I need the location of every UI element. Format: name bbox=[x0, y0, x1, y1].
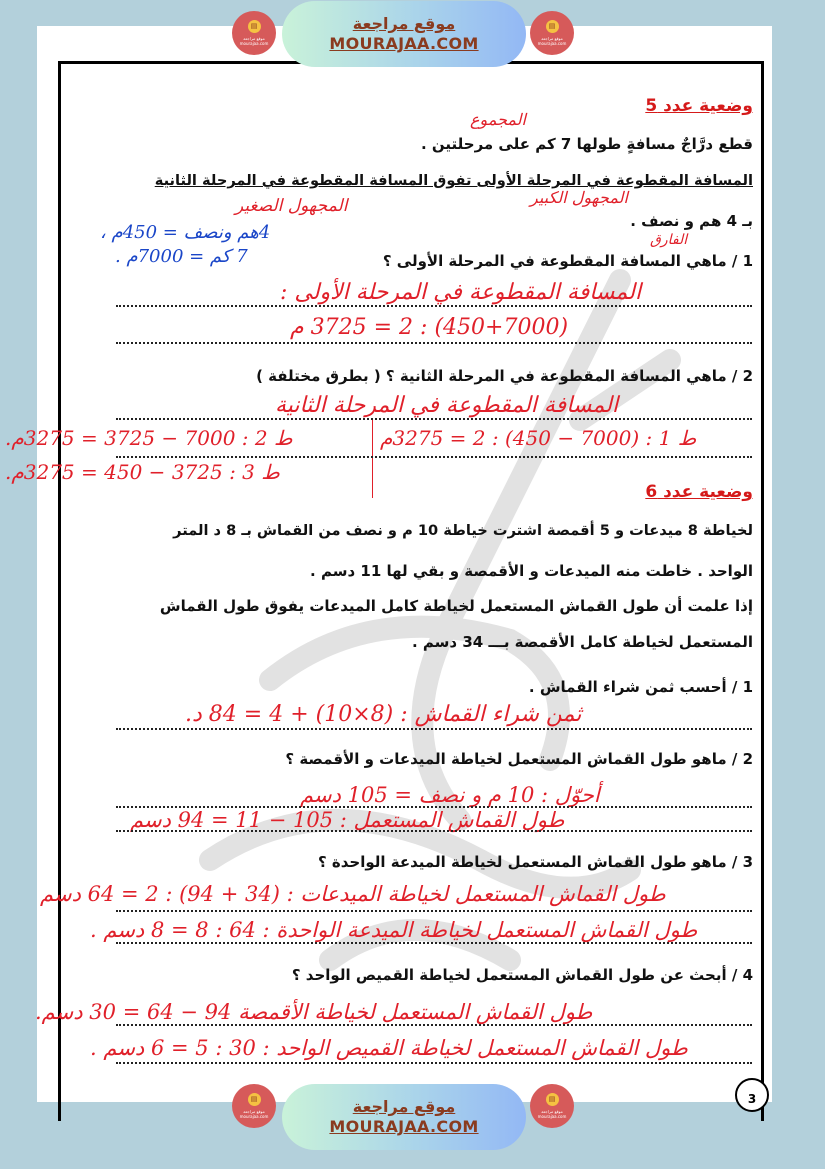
logo-right-bottom[interactable]: ▤ موقع مراجعة mourajaa.com bbox=[530, 1084, 574, 1128]
banner-arabic: موقع مراجعة bbox=[352, 1097, 456, 1116]
s6-q2-answer-2[interactable]: طول القماش المستعمل : 105 − 11 = 94 دسم bbox=[130, 808, 565, 832]
banner-latin: MOURAJAA.COM bbox=[329, 1117, 479, 1136]
situation6-statement-3: إذا علمت أن طول القماش المستعمل لخياطة كامل الميدعات يفوق طول القماش bbox=[159, 597, 753, 615]
answer-line[interactable] bbox=[116, 305, 752, 307]
book-icon: ▤ bbox=[248, 1093, 261, 1106]
s5-q2-answer-title[interactable]: المسافة المقطوعة في المرحلة الثانية bbox=[275, 393, 619, 418]
annotation-difference: الفارق bbox=[650, 232, 688, 248]
s5-q2-method-3[interactable]: ط 3 : 3725 − 450 = 3275م. bbox=[5, 460, 280, 484]
s6-q4-answer-1[interactable]: طول القماش المستعمل لخياطة الأقمصة 94 − 64 = 30 دسم. bbox=[35, 1000, 593, 1024]
book-icon: ▤ bbox=[546, 1093, 559, 1106]
annotation-sum: المجموع bbox=[470, 110, 526, 129]
s5-q2-question: 2 / ماهي المسافة المقطوعة في المرحلة الثانية ؟ ( بطرق مختلفة ) bbox=[256, 367, 753, 385]
annotation-small-unknown: المجهول الصغير bbox=[235, 196, 348, 216]
situation6-statement-4: المستعمل لخياطة كامل الأقمصة بـــ 34 دسم . bbox=[411, 633, 753, 651]
answer-line[interactable] bbox=[116, 418, 752, 420]
s6-q1-question: 1 / أحسب ثمن شراء القماش . bbox=[528, 678, 753, 696]
book-icon: ▤ bbox=[248, 20, 261, 33]
situation5-heading: وضعية عدد 5 bbox=[645, 96, 753, 116]
logo-left-top[interactable]: ▤ موقع مراجعة mourajaa.com bbox=[232, 11, 276, 55]
annotation-big-unknown: المجهول الكبير bbox=[530, 188, 628, 207]
s6-q3-answer-2[interactable]: طول القماش المستعمل لخياطة الميدعة الواحدة : 64 : 8 = 8 دسم . bbox=[90, 918, 698, 942]
site-banner-bottom[interactable] bbox=[282, 1084, 526, 1150]
s6-q1-answer[interactable]: ثمن شراء القماش : (8×10) + 4 = 84 د. bbox=[185, 702, 582, 727]
situation6-heading: وضعية عدد 6 bbox=[645, 482, 753, 502]
situation5-statement-3: بـ 4 هم و نصف . bbox=[630, 212, 753, 230]
s6-q3-question: 3 / ماهو طول القماش المستعمل لخياطة الميدعة الواحدة ؟ bbox=[317, 853, 753, 871]
book-icon: ▤ bbox=[546, 20, 559, 33]
s6-q2-question: 2 / ماهو طول القماش المستعمل لخياطة الميدعات و الأقمصة ؟ bbox=[285, 750, 753, 768]
situation5-statement-2: المسافة المقطوعة في المرحلة الأولى تفوق المسافة المقطوعة في المرحلة الثانية bbox=[154, 172, 753, 189]
s5-q2-method-1[interactable]: ط 1 : (7000 − 450) : 2 = 3275م bbox=[380, 426, 697, 450]
banner-latin: MOURAJAA.COM bbox=[329, 34, 479, 53]
logo-left-bottom[interactable]: ▤ موقع مراجعة mourajaa.com bbox=[232, 1084, 276, 1128]
s5-q2-method-2[interactable]: ط 2 : 7000 − 3725 = 3275م. bbox=[5, 426, 293, 450]
page-number: 3 bbox=[735, 1078, 769, 1112]
conversion-1: 4هم ونصف = 450م ، bbox=[100, 222, 271, 243]
answer-line[interactable] bbox=[116, 910, 752, 912]
s5-q1-answer-1[interactable]: المسافة المقطوعة في المرحلة الأولى : bbox=[280, 280, 642, 305]
answer-line[interactable] bbox=[116, 1062, 752, 1064]
answer-line[interactable] bbox=[116, 1024, 752, 1026]
answer-line[interactable] bbox=[116, 942, 752, 944]
site-banner-top[interactable] bbox=[282, 1, 526, 67]
s6-q3-answer-1[interactable]: طول القماش المستعمل لخياطة الميدعات : (34 + 94) : 2 = 64 دسم bbox=[40, 882, 666, 906]
answer-line[interactable] bbox=[116, 456, 752, 458]
answer-line[interactable] bbox=[116, 728, 752, 730]
situation6-statement-2: الواحد . خاطت منه الميدعات و الأقمصة و بقي لها 11 دسم . bbox=[310, 562, 753, 580]
logo-right-top[interactable]: ▤ موقع مراجعة mourajaa.com bbox=[530, 11, 574, 55]
situation6-statement-1: لخياطة 8 ميدعات و 5 أقمصة اشترت خياطة 10 م و نصف من القماش بـ 8 د المتر bbox=[173, 522, 753, 539]
answer-line[interactable] bbox=[116, 342, 752, 344]
conversion-2: 7 كم = 7000م . bbox=[115, 246, 248, 267]
answer-line[interactable] bbox=[116, 830, 752, 832]
banner-arabic: موقع مراجعة bbox=[352, 14, 456, 33]
methods-divider bbox=[372, 420, 373, 498]
situation5-statement-1: قطع درَّاجٌ مسافةٍ طولها 7 كم على مرحلتين . bbox=[420, 135, 753, 153]
s5-q1-question: 1 / ماهي المسافة المقطوعة في المرحلة الأولى ؟ bbox=[382, 252, 753, 270]
s6-q4-answer-2[interactable]: طول القماش المستعمل لخياطة القميص الواحد : 30 : 5 = 6 دسم . bbox=[90, 1036, 688, 1060]
s6-q2-answer-1[interactable]: أحوّل : 10 م و نصف = 105 دسم bbox=[300, 783, 600, 807]
s6-q4-question: 4 / أبحث عن طول القماش المستعمل لخياطة القميص الواحد ؟ bbox=[291, 966, 753, 984]
s5-q1-answer-2[interactable]: (450+7000) : 2 = 3725 م bbox=[290, 315, 569, 340]
